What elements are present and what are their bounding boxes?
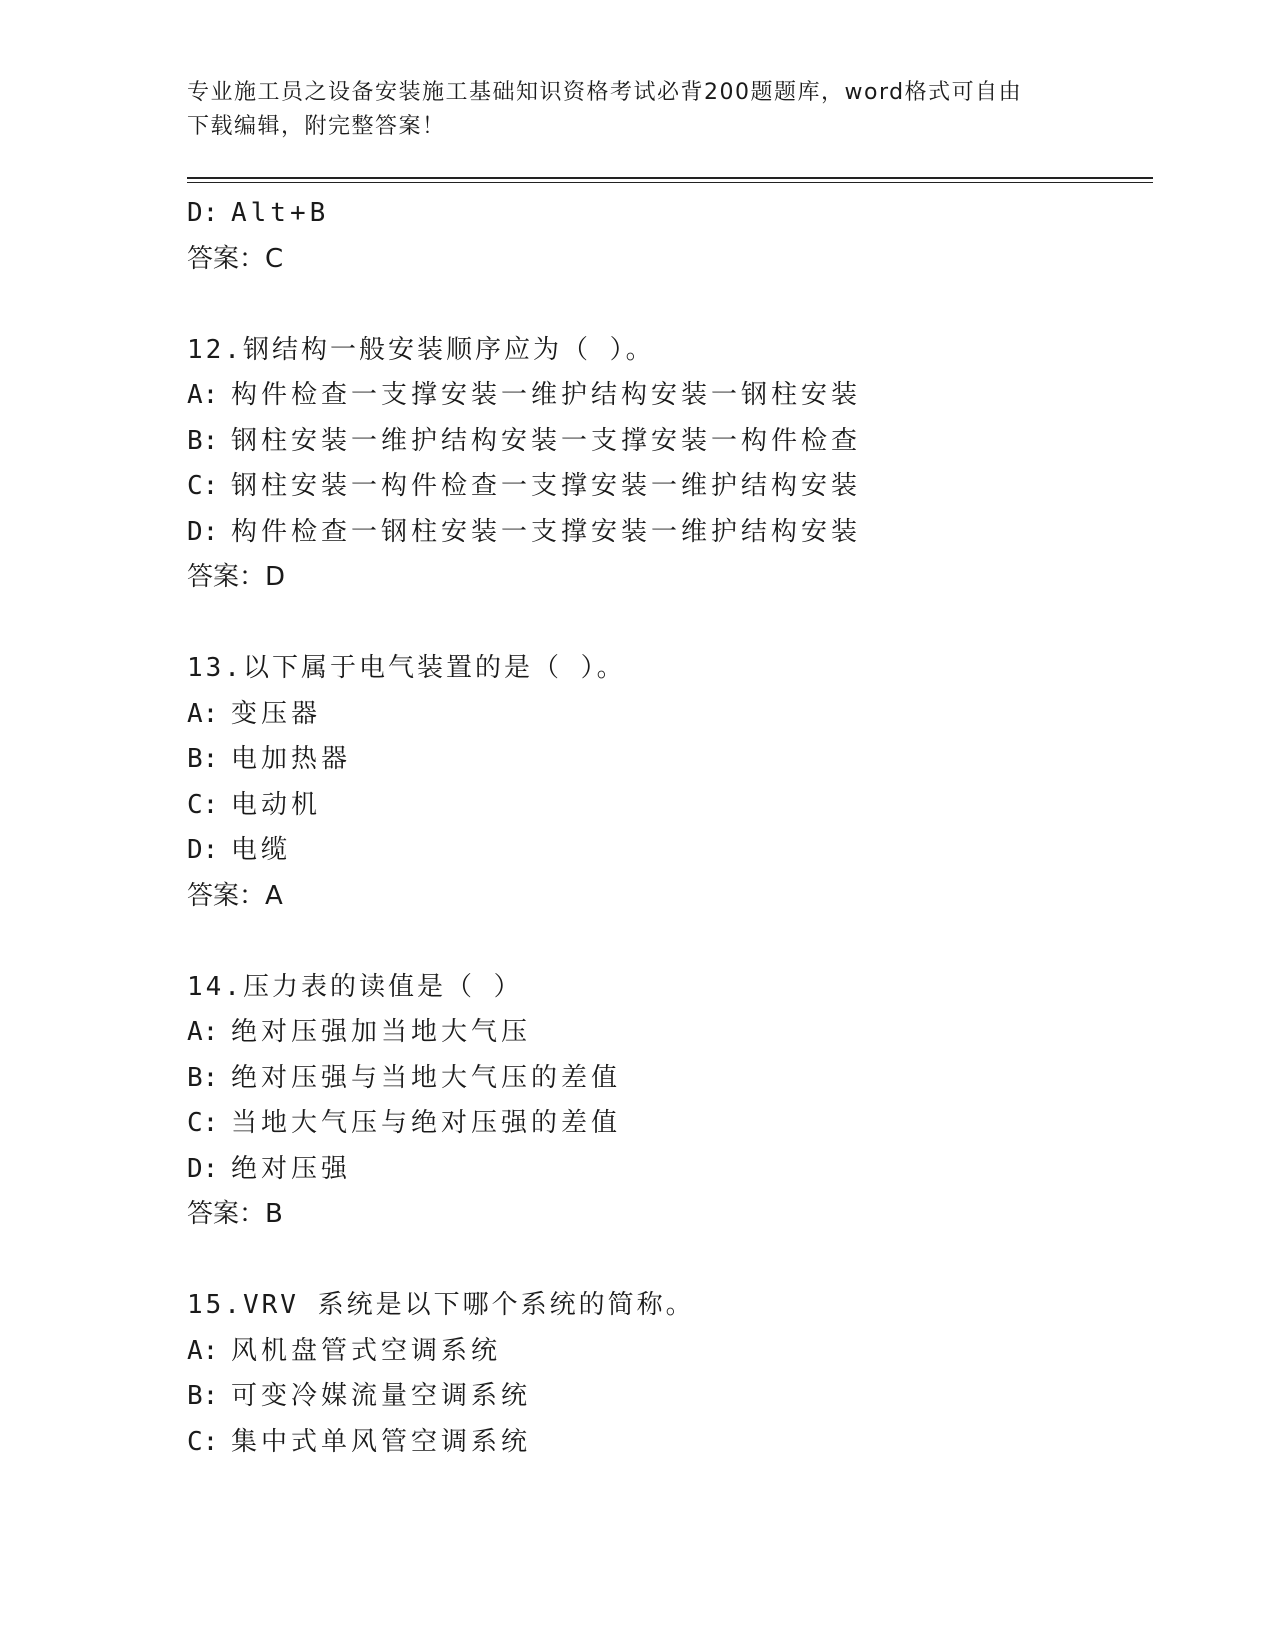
option-letter: B: xyxy=(187,425,219,456)
answer-line: 答案：A xyxy=(187,880,283,911)
option-letter: D: xyxy=(187,198,219,228)
option-line xyxy=(187,1374,1153,1420)
option-letter: D: xyxy=(187,1153,219,1184)
option-line xyxy=(187,464,1153,510)
option-line xyxy=(187,1101,1153,1147)
option-letter: C: xyxy=(187,471,219,501)
option-text: 电加热器 xyxy=(231,744,352,774)
question-stem: 14.压力表的读值是（ ） xyxy=(187,971,523,1002)
header-line-2: 下载编辑，附完整答案！ xyxy=(187,114,446,139)
option-letter: A: xyxy=(187,1017,219,1047)
header-line-1: 专业施工员之设备安装施工基础知识资格考试必背200题题库，word格式可自由 xyxy=(187,80,1023,105)
option-text: 钢柱安装一构件检查一支撑安装一维护结构安装 xyxy=(231,471,862,501)
option-text: Alt+B xyxy=(231,198,330,228)
option-letter: D: xyxy=(187,516,219,547)
option-text: 电动机 xyxy=(231,789,322,820)
option-line xyxy=(187,373,1153,419)
option-text: 构件检查一钢柱安装一支撑安装一维护结构安装 xyxy=(231,516,862,547)
option-text: 电缆 xyxy=(231,835,292,865)
option-line xyxy=(187,1056,1153,1102)
option-letter: A: xyxy=(187,1335,219,1366)
option-letter: A: xyxy=(187,698,219,729)
option-line xyxy=(187,1420,1153,1466)
option-line xyxy=(187,783,1153,829)
option-letter: C: xyxy=(187,789,219,820)
option-text: 可变冷媒流量空调系统 xyxy=(231,1381,532,1411)
answer-line: 答案：C xyxy=(187,243,284,274)
answer-line: 答案：B xyxy=(187,1199,283,1229)
option-text: 钢柱安装一维护结构安装一支撑安装一构件检查 xyxy=(231,425,862,456)
option-letter: C: xyxy=(187,1426,219,1457)
option-line xyxy=(187,737,1153,783)
option-line xyxy=(187,828,1153,874)
spacer xyxy=(187,1238,1153,1284)
spacer xyxy=(187,601,1153,647)
option-line xyxy=(187,510,1153,556)
spacer xyxy=(187,919,1153,965)
option-text: 绝对压强加当地大气压 xyxy=(231,1017,532,1047)
option-line xyxy=(187,191,1153,237)
option-text: 绝对压强与当地大气压的差值 xyxy=(231,1062,622,1093)
option-letter: A: xyxy=(187,380,219,410)
option-letter: D: xyxy=(187,835,219,865)
option-line xyxy=(187,419,1153,465)
option-letter: B: xyxy=(187,744,219,774)
option-text: 构件检查一支撑安装一维护结构安装一钢柱安装 xyxy=(231,380,862,410)
option-letter: B: xyxy=(187,1381,219,1411)
option-line xyxy=(187,692,1153,738)
option-text: 风机盘管式空调系统 xyxy=(231,1335,502,1366)
option-line xyxy=(187,1147,1153,1193)
option-text: 变压器 xyxy=(231,698,322,729)
option-line xyxy=(187,1010,1153,1056)
question-list xyxy=(187,191,1153,1465)
option-text: 当地大气压与绝对压强的差值 xyxy=(231,1108,622,1138)
option-text: 绝对压强 xyxy=(231,1153,352,1184)
option-letter: B: xyxy=(187,1062,219,1093)
option-text: 集中式单风管空调系统 xyxy=(231,1426,532,1457)
document-header xyxy=(187,76,1067,144)
option-line xyxy=(187,1329,1153,1375)
header-rule-thick xyxy=(187,177,1153,179)
header-rule-thin xyxy=(187,182,1153,183)
answer-line: 答案：D xyxy=(187,562,286,592)
spacer xyxy=(187,282,1153,328)
question-stem: 12.钢结构一般安装顺序应为（ ）。 xyxy=(187,334,655,365)
question-stem: 13.以下属于电气装置的是（ ）。 xyxy=(187,653,626,683)
question-stem: 15.VRV 系统是以下哪个系统的简称。 xyxy=(187,1290,695,1320)
option-letter: C: xyxy=(187,1108,219,1138)
